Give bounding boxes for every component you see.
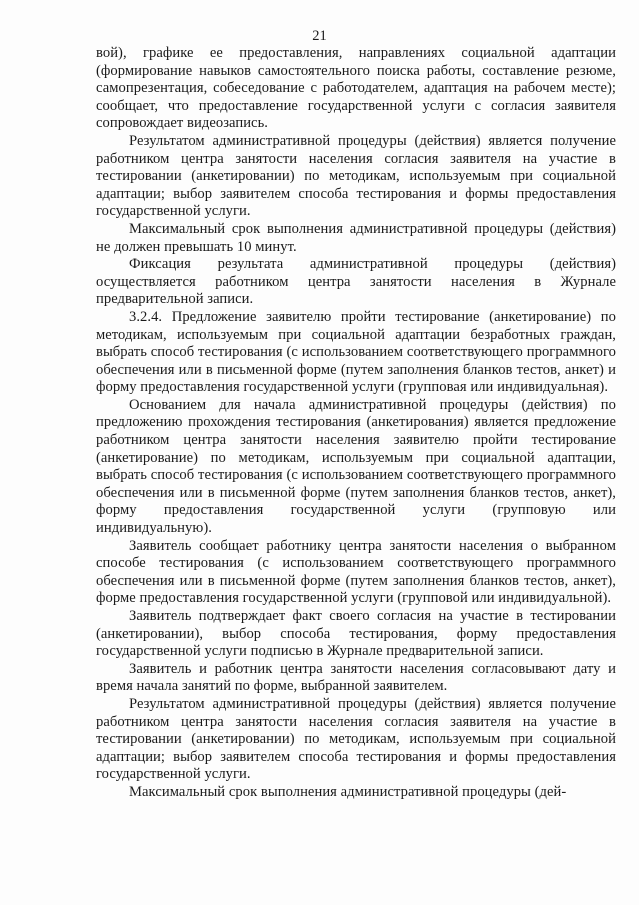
page-number: 21 <box>312 28 327 44</box>
paragraph-max-duration-2: Максимальный срок выполнения административной процедуры (дей- <box>129 783 567 800</box>
paragraph-basis: Основанием для начала административной процедуры (действия) по предложению прохождения тестирования (анкетирования) является предложение работником центра занятости населения заявителю пройти тестирование (анкетирование) по методикам, используемым при социальной адаптации, выбрать способ тестирования (с использованием соответствующего программного обеспечения или в письменной форме (путем заполнения бланков тестов, анкет), форму предоставления государственной услуги (групповую или индивидуальную). <box>96 396 616 537</box>
paragraph-continuation: вой), графике ее предоставления, направлениях социальной адаптации (формирование навыков самостоятельного поиска работы, составление резюме, самопрезентация, собеседование с работодателем, адаптация на рабочем месте); сообщает, что предоставление государственной услуги с согласия заявителя сопровождает видеозапись. <box>96 45 616 132</box>
paragraph-agree-date: Заявитель и работник центра занятости населения согласовывают дату и время начала занятий по форме, выбранной заявителем. <box>96 660 616 695</box>
paragraph-applicant-informs: Заявитель сообщает работнику центра занятости населения о выбранном способе тестирования (с использованием соответствующего программного обеспечения или в письменной форме (путем заполнения бланков тестов, анкет), форме предоставления государственной услуги (групповой или индивидуальной). <box>96 537 616 607</box>
document-body <box>96 45 616 802</box>
paragraph-applicant-confirms: Заявитель подтверждает факт своего согласия на участие в тестировании (анкетировании), выбор способа тестирования, форму предоставления государственной услуги подписью в Журнале предварительной записи. <box>96 608 616 660</box>
paragraph-result: Результатом административной процедуры (действия) является получение работником центра занятости населения согласия заявителя на участие в тестировании (анкетировании) по методикам, используемым при социальной адаптации; выбор заявителем способа тестирования и формы предоставления государственной услуги. <box>96 132 616 220</box>
paragraph-max-duration: Максимальный срок выполнения административной процедуры (действия) не должен превышать 10 минут. <box>96 220 616 255</box>
paragraph-result-2: Результатом административной процедуры (действия) является получение работником центра занятости населения согласия заявителя на участие в тестировании (анкетировании) по методикам, используемым при социальной адаптации; выбор заявителем способа тестирования и формы предоставления государственной услуги. <box>96 695 616 783</box>
paragraph-result-fixation: Фиксация результата административной процедуры (действия) осуществляется работником центра занятости населения в Журнале предварительной записи. <box>96 256 616 308</box>
paragraph-section-3-2-4: 3.2.4. Предложение заявителю пройти тестирование (анкетирование) по методикам, используемым при социальной адаптации безработных граждан, выбрать способ тестирования (с использованием соответствующего программного обеспечения или в письменной форме (путем заполнения бланков тестов, анкет) и форму предоставления государственной услуги (групповая или индивидуальная). <box>96 308 616 396</box>
